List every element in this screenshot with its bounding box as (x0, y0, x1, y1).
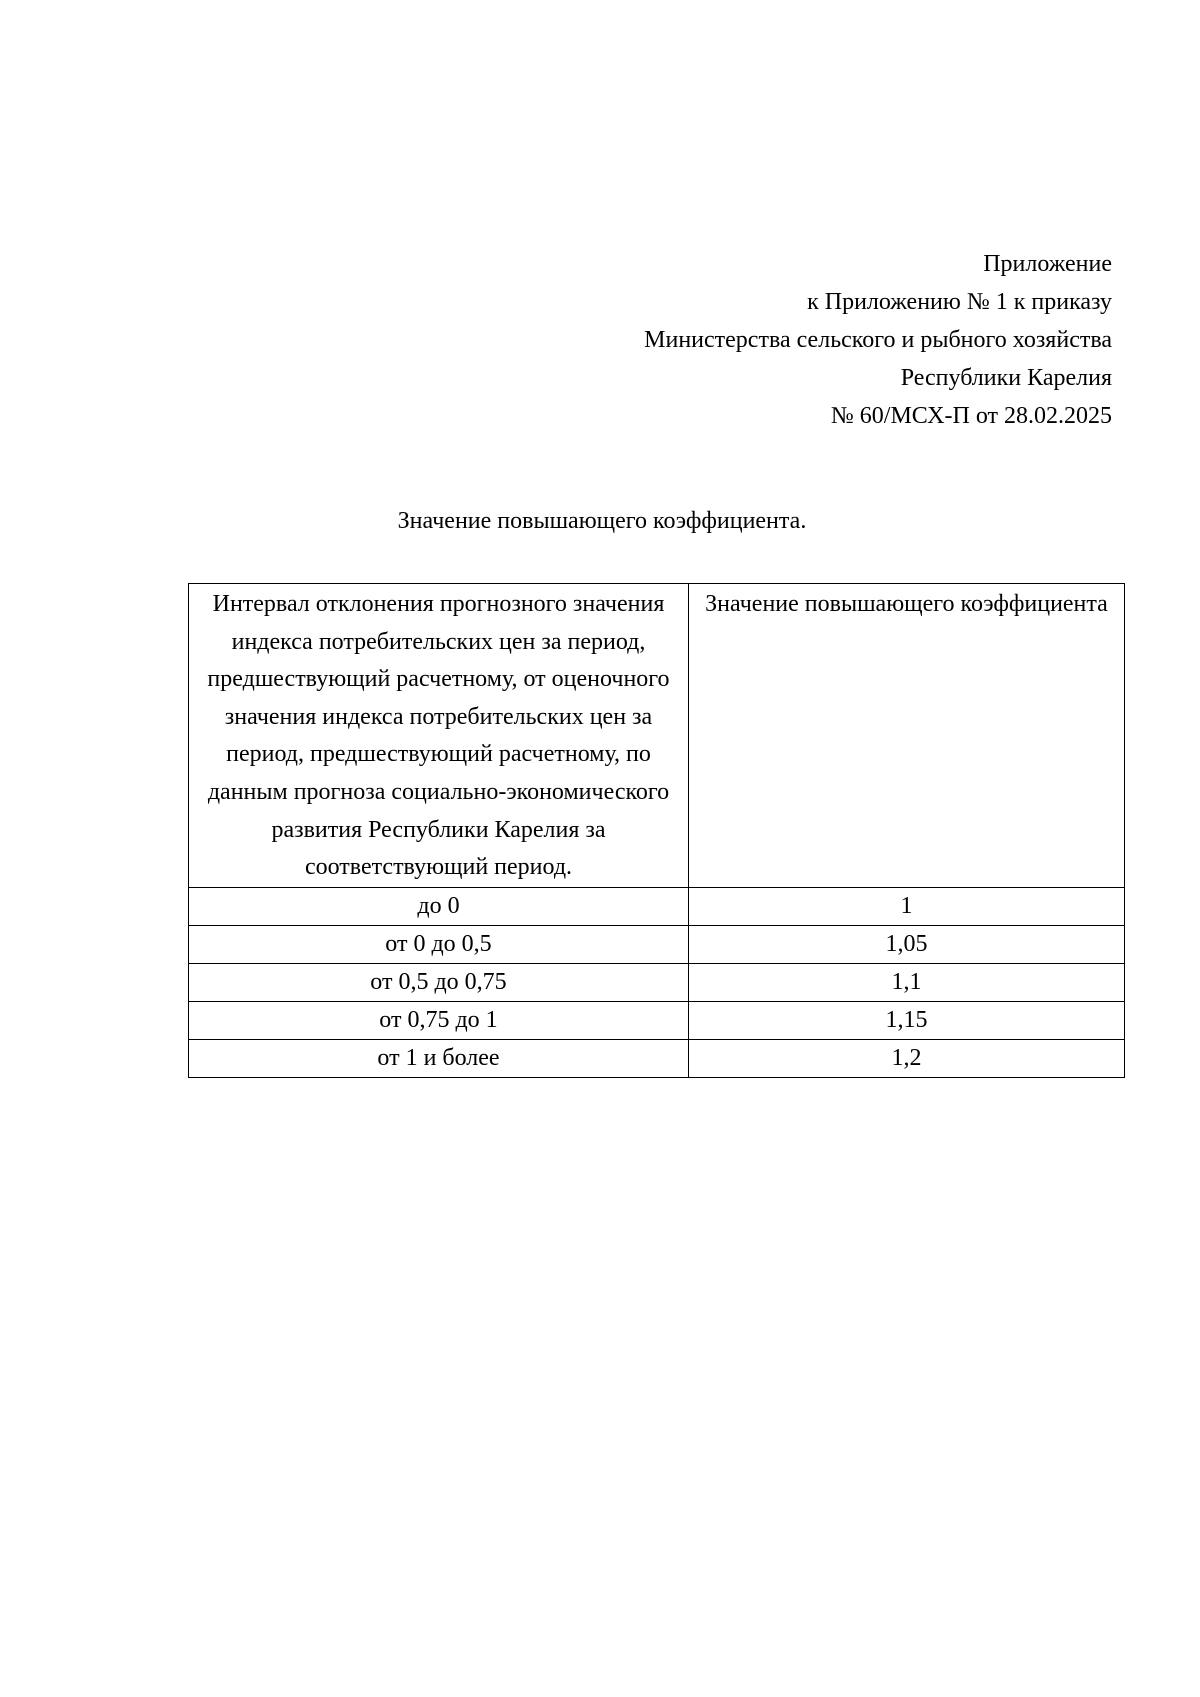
cell-interval: от 0 до 0,5 (189, 925, 689, 963)
column-header-coefficient: Значение повышающего коэффициента (689, 584, 1125, 888)
table-row (189, 887, 1125, 925)
header-line-reference: к Приложению № 1 к приказу (807, 289, 1112, 315)
table-row (189, 963, 1125, 1001)
cell-interval: до 0 (189, 887, 689, 925)
cell-coefficient: 1,15 (689, 1001, 1125, 1039)
coefficient-table (188, 583, 1125, 1078)
column-header-interval: Интервал отклонения прогнозного значения индекса потребительских цен за период, предшествующий расчетному, от оценочного значения индекса потребительских цен за период, предшествующий расчетному, по данным прогноза социально-экономического развития Республики Карелия за соответствующий период. (189, 584, 689, 888)
cell-coefficient: 1,1 (689, 963, 1125, 1001)
document-title: Значение повышающего коэффициента. (397, 508, 807, 534)
cell-interval: от 0,75 до 1 (189, 1001, 689, 1039)
cell-interval: от 1 и более (189, 1039, 689, 1077)
appendix-header (412, 245, 1112, 435)
cell-coefficient: 1 (689, 887, 1125, 925)
table-row (189, 1039, 1125, 1077)
cell-coefficient: 1,05 (689, 925, 1125, 963)
cell-coefficient: 1,2 (689, 1039, 1125, 1077)
cell-interval: от 0,5 до 0,75 (189, 963, 689, 1001)
table-header-row (189, 584, 1125, 888)
header-line-order-number: № 60/МСХ-П от 28.02.2025 (830, 403, 1112, 429)
table-row (189, 925, 1125, 963)
header-line-appendix: Приложение (983, 251, 1112, 277)
header-line-republic: Республики Карелия (900, 365, 1112, 391)
header-line-ministry: Министерства сельского и рыбного хозяйства (644, 327, 1112, 353)
table-row (189, 1001, 1125, 1039)
